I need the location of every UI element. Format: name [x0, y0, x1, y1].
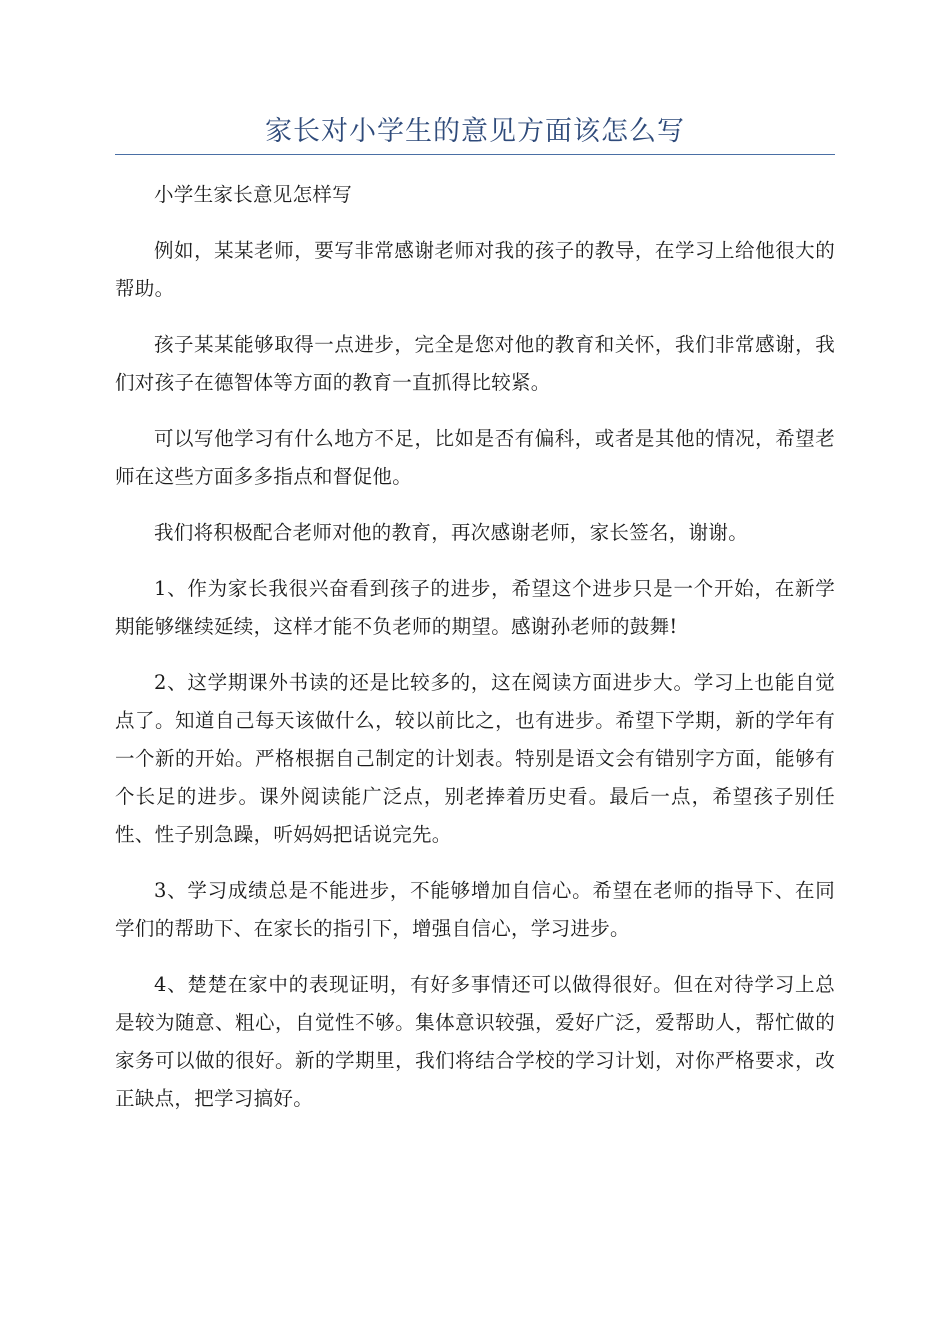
paragraph-shortcomings: 可以写他学习有什么地方不足，比如是否有偏科，或者是其他的情况，希望老师在这些方面多多指点和督促他。: [115, 427, 835, 488]
paragraph-item-4: 4、楚楚在家中的表现证明，有好多事情还可以做得很好。但在对待学习上总是较为随意、粗心，自觉性不够。集体意识较强，爱好广泛，爱帮助人，帮忙做的家务可以做的很好。新的学期里，我们将结合学校的学习计划，对你严格要求，改正缺点，把学习搞好。: [115, 973, 835, 1110]
paragraph-item-1: 1、作为家长我很兴奋看到孩子的进步，希望这个进步只是一个开始，在新学期能够继续延续，这样才能不负老师的期望。感谢孙老师的鼓舞!: [115, 577, 835, 638]
paragraph-example: 例如，某某老师，要写非常感谢老师对我的孩子的教导，在学习上给他很大的帮助。: [115, 239, 835, 300]
title-underline: [115, 154, 835, 155]
paragraph-item-3: 3、学习成绩总是不能进步，不能够增加自信心。希望在老师的指导下、在同学们的帮助下、在家长的指引下，增强自信心，学习进步。: [115, 879, 835, 940]
document-body: [115, 176, 835, 1136]
paragraph-subtitle: 小学生家长意见怎样写: [154, 183, 353, 206]
paragraph-closing: 我们将积极配合老师对他的教育，再次感谢老师，家长签名，谢谢。: [154, 521, 749, 544]
document-title: 家长对小学生的意见方面该怎么写: [265, 116, 685, 147]
paragraph-item-2: 2、这学期课外书读的还是比较多的，这在阅读方面进步大。学习上也能自觉点了。知道自己每天该做什么，较以前比之，也有进步。希望下学期，新的学年有一个新的开始。严格根据自己制定的计划表。特别是语文会有错别字方面，能够有个长足的进步。课外阅读能广泛点，别老捧着历史看。最后一点，希望孩子别任性、性子别急躁，听妈妈把话说完先。: [115, 671, 835, 846]
paragraph-thanks: 孩子某某能够取得一点进步，完全是您对他的教育和关怀，我们非常感谢，我们对孩子在德智体等方面的教育一直抓得比较紧。: [115, 333, 835, 394]
